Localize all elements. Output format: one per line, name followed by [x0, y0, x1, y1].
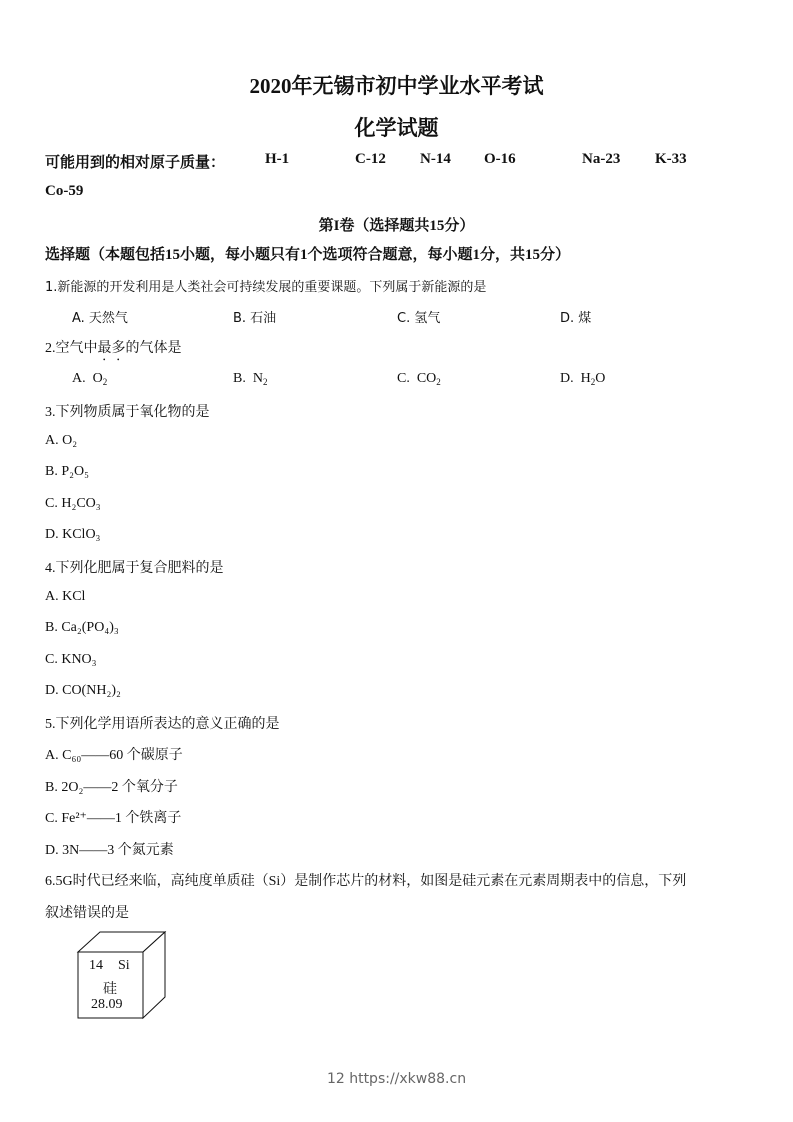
question-stem: 1.新能源的开发利用是人类社会可持续发展的重要课题。下列属于新能源的是 [45, 280, 487, 295]
stem-part: 2.空气中 [45, 341, 98, 356]
option-d[interactable]: D. CO(NH₂)₂ [45, 683, 121, 698]
option-d[interactable]: D. KClO₃ [45, 527, 101, 542]
exam-subtitle: 化学试题 [354, 116, 439, 140]
formula-rest: O [595, 371, 606, 386]
option-c[interactable]: C. H₂CO₃ [45, 496, 101, 511]
formula: CO [416, 371, 437, 386]
atomic-masses-label: 可能用到的相对原子质量： [45, 155, 226, 171]
option-b[interactable]: B. Ca₂(PO₄)₃ [45, 620, 119, 635]
option-c[interactable]: C. Fe²⁺——1 个铁离子 [45, 811, 182, 826]
question-stem: 5.下列化学用语所表达的意义正确的是 [45, 717, 280, 732]
mass-na: Na-23 [582, 151, 621, 167]
option-a[interactable] [72, 371, 107, 387]
option-b[interactable]: B. P₂O₅ [45, 464, 89, 479]
page-footer: 12 https://xkw88.cn [326, 1071, 467, 1087]
option-c[interactable]: C. KNO₃ [45, 652, 97, 667]
option-label: D. [560, 371, 574, 386]
stem-emphasis: 最多 [97, 341, 126, 356]
stem-part: 的气体是 [125, 341, 182, 356]
option-a[interactable]: A. O₂ [45, 433, 78, 448]
question-stem-line-2: 叙述错误的是 [45, 906, 129, 921]
section-title: 第I卷（选择题共15分） [318, 218, 475, 234]
atomic-mass: 28.09 [91, 997, 123, 1012]
atomic-number: 14 [89, 958, 103, 973]
element-card-silicon [76, 930, 168, 1020]
option-a[interactable]: A. C₆₀——60 个碳原子 [45, 748, 183, 763]
subscript: 2 [102, 377, 108, 387]
option-label: A. [72, 371, 86, 386]
element-symbol: Si [118, 958, 130, 973]
mass-c: C-12 [355, 151, 386, 167]
formula: N [252, 371, 263, 386]
option-c[interactable] [397, 371, 441, 387]
option-c[interactable]: C. 氢气 [397, 311, 441, 326]
option-a[interactable]: A. 天然气 [72, 311, 128, 326]
option-b[interactable] [233, 371, 267, 387]
option-d[interactable] [560, 371, 605, 387]
question-stem [45, 337, 182, 364]
subscript: 2 [590, 377, 596, 387]
option-label: B. [233, 371, 246, 386]
question-stem: 4.下列化肥属于复合肥料的是 [45, 561, 224, 576]
subscript: 2 [262, 377, 268, 387]
formula: H [580, 371, 591, 386]
question-stem-line-1: 6.5G时代已经来临，高纯度单质硅（Si）是制作芯片的材料，如图是硅元素在元素周期表中的信息，下列 [45, 874, 687, 889]
mass-co: Co-59 [45, 183, 84, 199]
option-a[interactable]: A. KCl [45, 589, 86, 604]
mass-n: N-14 [420, 151, 451, 167]
option-b[interactable]: B. 2O₂——2 个氧分子 [45, 780, 178, 795]
mass-o: O-16 [484, 151, 516, 167]
mass-k: K-33 [655, 151, 687, 167]
question-stem: 3.下列物质属于氧化物的是 [45, 405, 210, 420]
subscript: 2 [436, 377, 441, 387]
option-b[interactable]: B. 石油 [233, 311, 277, 326]
section-instructions: 选择题（本题包括15小题，每小题只有1个选项符合题意，每小题1分，共15分） [45, 247, 571, 263]
element-name: 硅 [103, 982, 117, 997]
mass-h: H-1 [265, 151, 290, 167]
option-label: C. [397, 371, 410, 386]
option-d[interactable]: D. 3N——3 个氮元素 [45, 843, 174, 858]
formula: O [92, 371, 103, 386]
option-d[interactable]: D. 煤 [560, 311, 592, 326]
exam-title: 2020年无锡市初中学业水平考试 [249, 74, 544, 98]
